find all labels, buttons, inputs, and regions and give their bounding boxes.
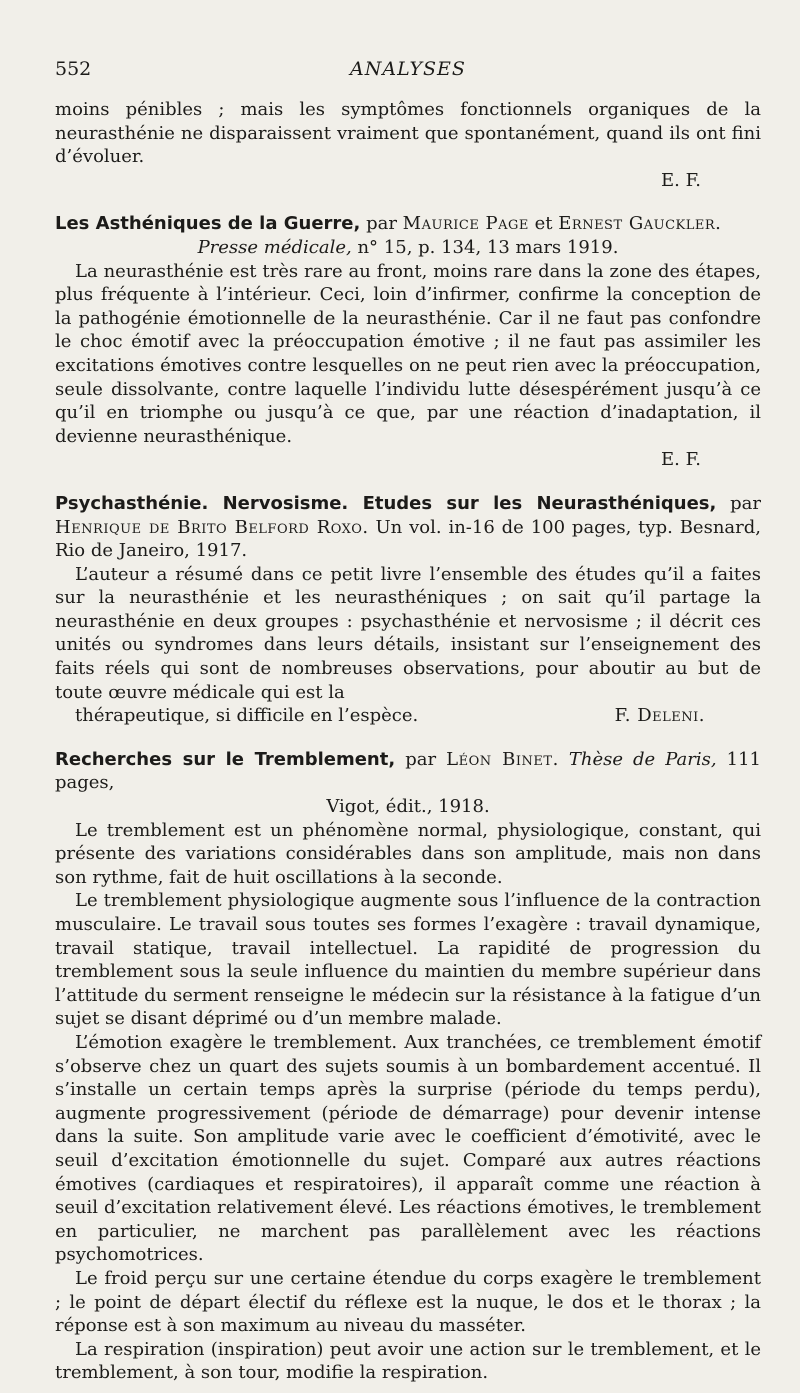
thesis-label: Thèse de Paris, — [568, 748, 717, 770]
review-signature: F. Deleni. — [614, 705, 705, 727]
citation-ref: Un vol. in-16 de 100 pages, typ. Besnard, Rio de Janeiro, 1917. — [55, 516, 761, 562]
and-word: et — [534, 213, 553, 235]
review-asthenics — [55, 212, 761, 472]
publisher: Vigot, édit., 1918. — [326, 796, 490, 818]
review-title: Les Asthéniques de la Guerre, — [55, 213, 361, 235]
by-word: par — [405, 748, 437, 770]
author-name: Léon Binet. — [446, 748, 559, 770]
author-name: Maurice Page — [402, 213, 529, 235]
running-title: ANALYSES — [350, 58, 466, 80]
review-title: Psychasthénie. Nervosisme. Etudes sur les Neurasthéniques, — [55, 492, 717, 514]
review-paragraph — [55, 563, 761, 728]
review-paragraph: L’émotion exagère le tremblement. Aux tranchées, ce tremblement émotif s’observe chez un quart des sujets soumis à un bombardement accentué. Il s’installe un certain temps après la surprise (période du temps perdu), augmente progressivement (période de démarrage) pour devenir intense dans la suite. Son amplitude varie avec le coefficient d’émotivité, avec le seuil d’excitation émotionnelle du sujet. Comparé aux autres réactions émotives (cardiaques et respiratoires), il apparaît comme une réaction à seuil d’excitation relativement élevé. Les réactions émotives, le tremblement en particulier, ne marchent pas parallèlement avec les réactions psychomotrices. — [55, 1031, 761, 1266]
paragraph-text: L’auteur a résumé dans ce petit livre l’ensemble des études qu’il a faites sur la neurasthénie et les neurasthéniques ; on sait qu’il partage la neurasthénie en deux groupes : psychasthénie et nervosisme ; il décrit ces unités ou syndromes dans leurs détails, insistant sur l’enseignement des faits réels qui sont de nombreuses observations, pour aboutir au but de toute œuvre médicale qui est la — [55, 563, 761, 703]
citation-ref: 111 pages, — [55, 748, 761, 794]
review-tremor — [55, 748, 761, 1385]
author-name: Ernest Gauckler. — [558, 213, 722, 235]
by-word: par — [730, 492, 761, 514]
intro-signature: E. F. — [661, 169, 701, 191]
by-word: par — [366, 213, 397, 235]
citation-ref: n° 15, p. 134, 13 mars 1919. — [357, 236, 619, 258]
author-name: Henrique de Brito Belford Roxo. — [55, 516, 369, 538]
review-paragraph: Le froid perçu sur une certaine étendue du corps exagère le tremblement ; le point de départ électif du réflexe est la nuque, le dos et le thorax ; la réponse est à son maximum au niveau du masséter. — [55, 1267, 761, 1337]
journal-name: Presse médicale, — [197, 236, 352, 258]
review-paragraph: Le tremblement physiologique augmente sous l’influence de la contraction musculaire. Le travail sous toutes ses formes l’exagère : travail dynamique, travail statique, travail intellectuel. La rapidité de progression du tremblement sous la seule influence du maintien du membre supérieur dans l’attitude du serment renseigne le médecin sur la résistance à la fatigue d’un sujet se disant déprimé ou d’un membre malade. — [55, 890, 761, 1030]
review-heading — [55, 492, 761, 563]
paragraph-end: thérapeutique, si difficile en l’espèce. — [75, 705, 419, 727]
review-title: Recherches sur le Tremblement, — [55, 748, 396, 770]
page-content — [55, 98, 761, 1385]
paragraph-last-line — [55, 704, 761, 728]
intro-paragraph: moins pénibles ; mais les symptômes fonctionnels organiques de la neurasthénie ne disparaissent vraiment que spontanément, quand ils ont fini d’évoluer. — [55, 99, 761, 168]
review-paragraph: La respiration (inspiration) peut avoir une action sur le tremblement, et le tremblement, à son tour, modifie la respiration. — [55, 1338, 761, 1384]
page-header — [55, 58, 761, 88]
review-heading — [55, 748, 761, 819]
review-paragraph: Le tremblement est un phénomène normal, physiologique, constant, qui présente des variations considérables dans son amplitude, mais non dans son rythme, fait de huit oscillations à la seconde. — [55, 819, 761, 888]
review-heading — [55, 212, 761, 259]
review-signature: E. F. — [661, 449, 701, 471]
review-paragraph: La neurasthénie est très rare au front, moins rare dans la zone des étapes, plus fréquente à l’intérieur. Ceci, loin d’infirmer, confirme la conception de la pathogénie émotionnelle de la neurasthénie. Car il ne faut pas confondre le choc émotif avec la préoccupation émotive ; il ne faut pas assimiler les excitations émotives contre lesquelles on ne peut rien avec la préoccupation, seule dissolvante, contre laquelle l’individu lutte désespérément jusqu’à ce qu’il en triomphe ou jusqu’à ce que, par une réaction d’inadaptation, il devienne neurasthénique. — [55, 260, 761, 447]
review-psychasthenia — [55, 492, 761, 728]
page-number: 552 — [55, 58, 92, 80]
citation — [55, 236, 761, 260]
